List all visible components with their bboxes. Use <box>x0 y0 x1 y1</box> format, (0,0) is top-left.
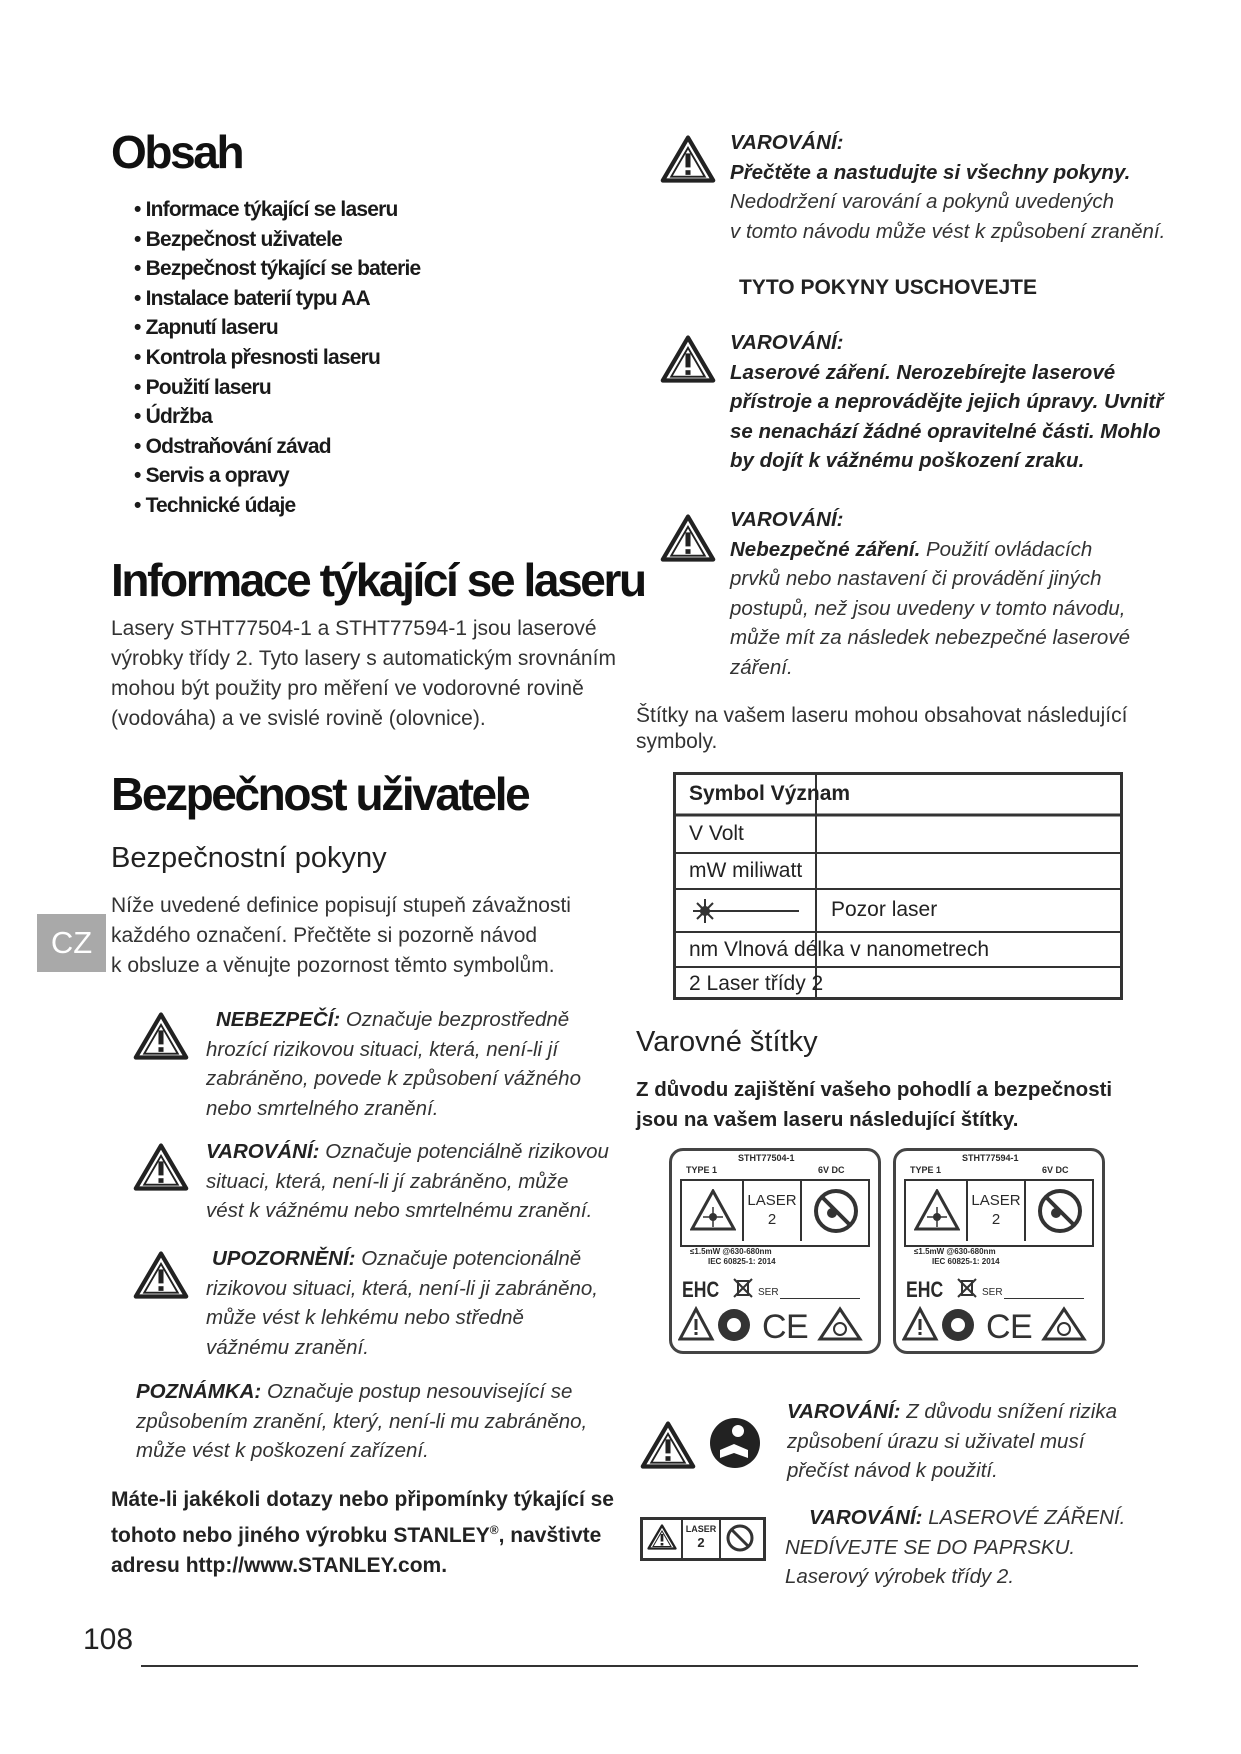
laser-warning-icon <box>914 1189 960 1231</box>
eac-mark: ЕНС <box>906 1277 944 1302</box>
language-tab: CZ <box>37 914 106 972</box>
symbol-row: nm Vlnová délka v nanometrech <box>689 938 989 961</box>
safety-instructions-subtitle: Bezpečnostní pokyny <box>111 842 387 874</box>
toc-item[interactable]: • Kontrola přesnosti laseru <box>134 345 380 369</box>
toc-item[interactable]: • Zapnutí laseru <box>134 316 278 340</box>
weee-bin-icon <box>956 1277 978 1299</box>
symbol-row: mW miliwatt <box>689 859 803 882</box>
safety-intro-text: Níže uvedené definice popisují stupeň závažnosti každého označení. Přečtěte si pozorně návod k obsluze a věnujte pozornost těmto symbolům. <box>111 894 571 977</box>
warning-triangle-icon <box>647 1524 677 1550</box>
warning-triangle-icon <box>660 134 716 184</box>
keep-instructions-heading: TYTO POKYNY USCHOVEJTE <box>739 276 1037 299</box>
symbols-intro: Štítky na vašem laseru mohou obsahovat následující symboly. <box>636 704 1128 753</box>
warning-labels-title: Varovné štítky <box>636 1026 818 1058</box>
laser-info-text: Lasery STHT77504-1 a STHT77594-1 jsou laserové výrobky třídy 2. Tyto lasery s automatickým srovnáním mohou být použity pro měření ve vodorovné rovině (vodováha) a ve svislé rovině (olovnice). <box>111 617 616 730</box>
warning-triangle-icon <box>640 1420 696 1470</box>
symbol-row: Pozor laser <box>831 898 938 921</box>
warning-triangle-icon <box>660 334 716 384</box>
compliance-icons <box>902 1305 1098 1345</box>
warning-read-manual: VAROVÁNÍ: Z důvodu snížení rizika způsobení úrazu si uživatel musí přečíst návod k použití. <box>787 1400 1118 1482</box>
laser-class-panel: LASER 2 <box>904 1179 1094 1247</box>
toc-item[interactable]: • Technické údaje <box>134 493 296 517</box>
toc-item[interactable]: • Bezpečnost uživatele <box>134 227 342 251</box>
symbol-row: 2 Laser třídy 2 <box>689 972 824 995</box>
warning-definition: VAROVÁNÍ: Označuje potenciálně rizikovou situaci, která, není-li jí zabráněno, může vést k vážnému nebo smrtelnému zranění. <box>206 1140 609 1222</box>
laser-beam-icon <box>691 896 801 926</box>
toc-item[interactable]: • Servis a opravy <box>134 464 289 488</box>
toc-item[interactable]: • Informace týkající se laseru <box>134 198 398 221</box>
table-of-contents <box>134 195 420 521</box>
toc-item[interactable]: • Odstraňování závad <box>134 434 331 458</box>
eac-mark: ЕНС <box>682 1277 720 1302</box>
no-stare-icon <box>812 1187 860 1235</box>
toc-item[interactable]: • Použití laseru <box>134 375 271 399</box>
contents-title: Obsah <box>111 126 243 178</box>
footer-rule <box>141 1665 1138 1667</box>
warning-read-instructions: VAROVÁNÍ: Přečtěte a nastudujte si všechny pokyny. Nedodržení varování a pokynů uvedených v tomto návodu může vést k způsobení zranění. <box>730 131 1166 243</box>
contact-text: Máte-li jakékoli dotazy nebo připomínky týkající se tohoto nebo jiného výrobku STANLEY®, navštivte adresu http://www.STANLEY.com. <box>111 1485 614 1581</box>
warning-labels-text: Z důvodu zajištění vašeho pohodlí a bezpečnosti jsou na vašem laseru následující štítky. <box>636 1078 1113 1131</box>
product-label-stht77504: STHT77504-1 TYPE 1 6V DC LASER 2 ≤1.5mW @630-680nm IEC 60825-1: 2014 ЕНС SER C E <box>669 1148 881 1354</box>
product-label-stht77594: STHT77594-1 TYPE 1 6V DC LASER 2 ≤1.5mW @630-680nm IEC 60825-1: 2014 ЕНС SER C E <box>893 1148 1105 1354</box>
symbol-table-grid <box>673 772 1123 1000</box>
weee-bin-icon <box>732 1277 754 1299</box>
warning-triangle-icon <box>660 513 716 563</box>
warning-triangle-icon <box>133 1011 189 1061</box>
stanley-website-link[interactable]: adresu http://www.STANLEY.com. <box>111 1554 448 1577</box>
danger-definition: NEBEZPEČÍ: Označuje bezprostředně hrozící rizikovou situaci, která, není-li jí zabráněno, povede k způsobení vážného nebo smrtelného zranění. <box>206 1008 581 1120</box>
svg-text:E: E <box>786 1308 809 1345</box>
compliance-icons <box>678 1305 874 1345</box>
toc-item[interactable]: • Bezpečnost týkající se baterie <box>134 257 421 281</box>
warning-hazardous-radiation: VAROVÁNÍ: Nebezpečné záření. Použití ovládacích prvků nebo nastavení či provádění jiných postupů, než jsou uvedeny v tomto návodu, může mít za následek nebezpečné laserové záření. <box>730 508 1130 679</box>
svg-text:C: C <box>986 1308 1011 1345</box>
laser-info-title: Informace týkající se laseru <box>111 554 645 606</box>
warning-triangle-icon <box>133 1142 189 1192</box>
warning-do-not-stare: VAROVÁNÍ: LASEROVÉ ZÁŘENÍ. NEDÍVEJTE SE DO PAPRSKU. Laserový výrobek třídy 2. <box>785 1506 1126 1588</box>
symbol-row: V Volt <box>689 822 744 845</box>
toc-item[interactable]: • Instalace baterií typu AA <box>134 286 370 310</box>
caution-definition: UPOZORNĚNÍ: Označuje potencionálně rizikovou situaci, která, není-li ji zabráněno, může vést k lehkému nebo středně vážnému zranění. <box>206 1247 598 1359</box>
read-manual-icon <box>708 1416 762 1470</box>
laser-class-panel: LASER 2 <box>680 1179 870 1247</box>
svg-text:E: E <box>1010 1308 1033 1345</box>
symbol-table-header: Symbol Význam <box>689 782 851 805</box>
svg-text:C: C <box>762 1308 787 1345</box>
laser-class-mini-label: LASER 2 <box>640 1517 766 1561</box>
symbol-table <box>673 772 1123 1000</box>
user-safety-title: Bezpečnost uživatele <box>111 768 529 820</box>
no-stare-icon <box>1036 1187 1084 1235</box>
no-stare-icon <box>725 1523 755 1553</box>
warning-triangle-icon <box>133 1250 189 1300</box>
warning-laser-radiation: VAROVÁNÍ: Laserové záření. Nerozebírejte laserové přístroje a neprovádějte jejich úpravy. Uvnitř se nenachází žádné opravitelné části. Mohlo by dojít k vážnému poškození zraku. <box>730 331 1164 472</box>
laser-warning-icon <box>690 1189 736 1231</box>
toc-item[interactable]: • Údržba <box>134 405 212 429</box>
page-number: 108 <box>83 1623 134 1656</box>
note-definition: POZNÁMKA: Označuje postup nesouvisející se způsobením zranění, který, není-li mu zabráněno, může vést k poškození zařízení. <box>136 1380 588 1462</box>
